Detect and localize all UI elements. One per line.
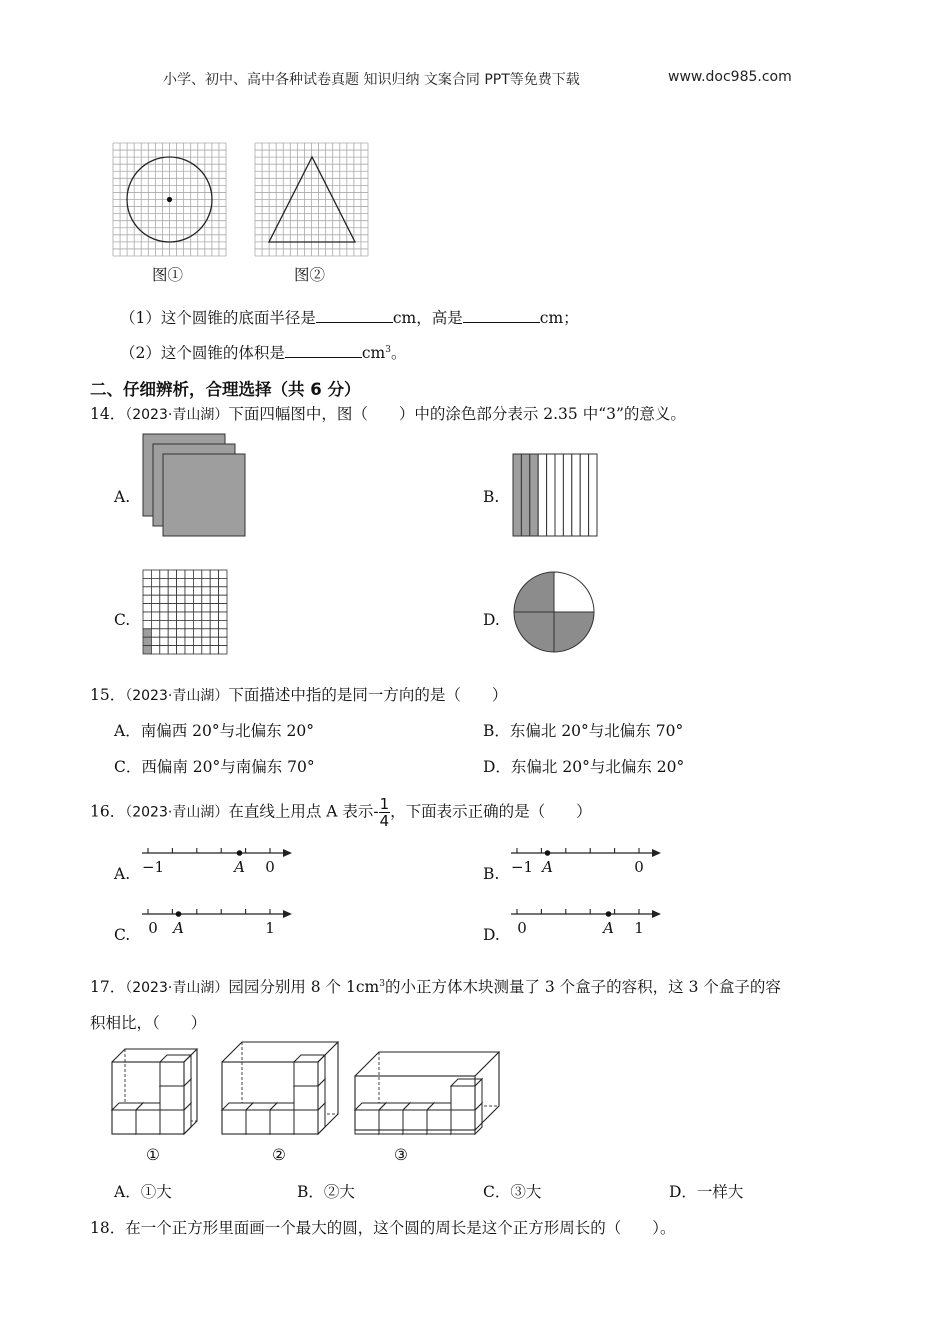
q13-part1-prefix: （1）这个圆锥的底面半径是 — [120, 309, 316, 327]
q16-stem — [90, 796, 592, 829]
q17-box-3 — [353, 1050, 493, 1139]
svg-text:0: 0 — [265, 858, 275, 876]
svg-text:A: A — [173, 919, 184, 937]
q13-part2-prefix: （2）这个圆锥的体积是 — [120, 344, 285, 362]
q17-option-c[interactable]: C．③大 — [483, 1183, 542, 1201]
svg-text:A: A — [234, 858, 245, 876]
q14-source: （2023·青山湖） — [125, 407, 229, 423]
q16-number: 16． — [90, 802, 126, 821]
q15-source: （2023·青山湖） — [125, 688, 229, 704]
header-site: www.doc985.com — [668, 69, 792, 85]
q13-part2-unit: cm — [361, 344, 386, 362]
q15-text: 下面描述中指的是同一方向的是（ ） — [228, 686, 508, 704]
fraction-denominator: 4 — [379, 812, 390, 830]
figure1-caption: 图① — [152, 266, 184, 284]
q17-number: 17． — [90, 978, 126, 996]
q16-number-line-c — [142, 904, 294, 938]
q16-number-line-d — [511, 904, 663, 938]
q18-stem — [90, 1216, 676, 1238]
q15-option-d[interactable]: D．东偏北 20°与北偏东 20° — [483, 758, 685, 776]
q18-text: 在一个正方形里面画一个最大的圆，这个圆的周长是这个正方形周长的（ ）。 — [125, 1219, 676, 1237]
answer-blank-volume[interactable] — [285, 343, 362, 358]
answer-blank-height[interactable] — [463, 308, 540, 323]
q17-caption-2: ② — [272, 1146, 286, 1164]
svg-text:0: 0 — [517, 919, 527, 937]
q16-option-b-label[interactable]: B. — [483, 865, 500, 883]
q17-sup: 3 — [379, 978, 385, 989]
q14-figure-d — [512, 570, 596, 654]
q13-part2-end: 。 — [391, 344, 407, 362]
q14-option-c-label[interactable]: C. — [114, 611, 131, 629]
q17-option-a[interactable]: A．①大 — [114, 1183, 172, 1201]
q14-option-b-label[interactable]: B. — [483, 488, 500, 506]
q14-figure-a — [142, 433, 248, 539]
q18-number: 18． — [90, 1219, 126, 1237]
fraction-one-quarter — [379, 796, 391, 829]
svg-text:A: A — [603, 919, 614, 937]
q14-figure-c — [142, 569, 228, 655]
svg-text:1: 1 — [265, 919, 275, 937]
header-text: 小学、初中、高中各种试卷真题 知识归纳 文案合同 PPT等免费下载 — [163, 72, 580, 88]
q17-box-2 — [220, 1040, 346, 1139]
q17-option-d[interactable]: D．一样大 — [669, 1183, 744, 1201]
figure-triangle-grid — [255, 143, 370, 256]
q17-box-1 — [110, 1047, 200, 1139]
q13-part2-sup: 3 — [385, 344, 391, 355]
q14-text: 下面四幅图中，图（ ）中的涂色部分表示 2.35 中“3”的意义。 — [228, 405, 686, 423]
svg-text:−1: −1 — [510, 858, 534, 876]
q13-part2 — [120, 341, 407, 363]
section-title: 二、仔细辨析，合理选择（共 6 分） — [90, 380, 361, 399]
q15-stem — [90, 683, 507, 705]
q16-text-after: ，下面表示正确的是（ ） — [390, 802, 592, 821]
q16-option-d-label[interactable]: D. — [483, 926, 500, 944]
q17-option-b[interactable]: B．②大 — [297, 1183, 355, 1201]
q14-figure-b — [512, 453, 598, 537]
q15-option-a[interactable]: A．南偏西 20°与北偏东 20° — [114, 722, 314, 740]
q14-stem — [90, 402, 686, 424]
q14-option-d-label[interactable]: D. — [483, 611, 500, 629]
q17-text-a: 园园分别用 8 个 1cm — [228, 978, 380, 996]
q15-option-c[interactable]: C．西偏南 20°与南偏东 70° — [114, 758, 315, 776]
q16-option-a-label[interactable]: A. — [114, 865, 131, 883]
q14-number: 14． — [90, 405, 126, 423]
q17-source: （2023·青山湖） — [125, 980, 229, 996]
q16-number-line-a — [142, 843, 294, 877]
q16-source: （2023·青山湖） — [125, 804, 229, 821]
svg-text:0: 0 — [634, 858, 644, 876]
svg-text:A: A — [542, 858, 553, 876]
q16-number-line-b — [511, 843, 663, 877]
q13-part1-end: cm； — [539, 309, 579, 327]
q13-part1-mid: cm，高是 — [392, 309, 463, 327]
q17-text-b: 的小正方体木块测量了 3 个盒子的容积，这 3 个盒子的容 — [384, 978, 781, 996]
svg-text:−1: −1 — [141, 858, 165, 876]
circle-center-dot — [167, 197, 172, 202]
q15-number: 15． — [90, 686, 126, 704]
q17-stem-line2: 积相比，（ ） — [90, 1014, 207, 1032]
q15-option-b[interactable]: B．东偏北 20°与北偏东 70° — [483, 722, 684, 740]
fraction-numerator: 1 — [379, 795, 390, 813]
q16-text-before: 在直线上用点 A 表示- — [228, 802, 379, 821]
q14-option-a-label[interactable]: A. — [114, 488, 131, 506]
q17-stem — [90, 975, 781, 997]
figure2-caption: 图② — [294, 266, 326, 284]
svg-text:1: 1 — [634, 919, 644, 937]
figure-circle-grid — [113, 143, 228, 256]
svg-text:0: 0 — [148, 919, 158, 937]
q16-option-c-label[interactable]: C. — [114, 926, 131, 944]
answer-blank-radius[interactable] — [316, 308, 393, 323]
q17-caption-1: ① — [146, 1146, 160, 1164]
q13-part1 — [120, 306, 579, 328]
q17-caption-3: ③ — [394, 1146, 408, 1164]
